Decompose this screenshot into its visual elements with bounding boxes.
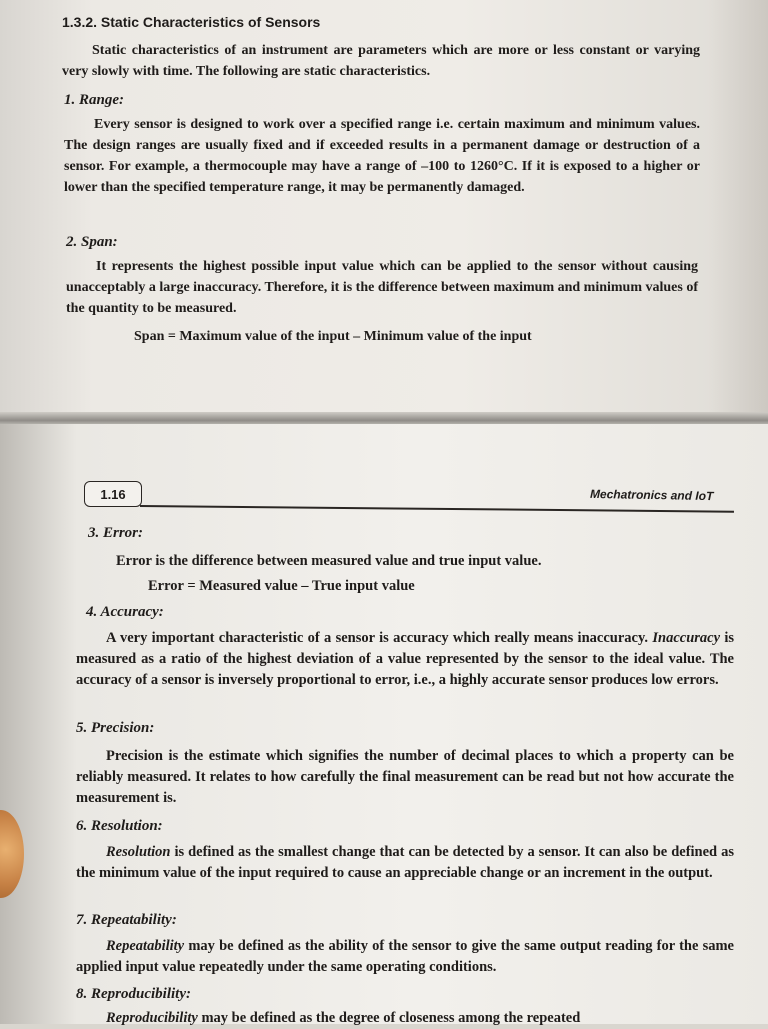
section-title: 1.3.2. Static Characteristics of Sensors xyxy=(62,14,321,30)
reproducibility-text: may be defined as the degree of closeness among the repeated xyxy=(197,1010,581,1026)
reproducibility-term: Reproducibility xyxy=(106,1010,198,1026)
accuracy-paragraph xyxy=(76,628,734,691)
page-number: 1.16 xyxy=(100,486,126,502)
error-formula: Error = Measured value – True input value xyxy=(148,578,415,594)
resolution-heading: 6. Resolution: xyxy=(76,818,163,834)
repeatability-paragraph xyxy=(76,936,734,978)
span-formula: Span = Maximum value of the input – Minimum value of the input xyxy=(134,329,532,344)
range-heading: 1. Range: xyxy=(64,92,124,108)
error-paragraph: Error is the difference between measured value and true input value. xyxy=(116,553,542,569)
resolution-term: Resolution xyxy=(106,844,171,860)
span-paragraph: It represents the highest possible input value which can be applied to the sensor without causing unacceptably a large inaccuracy. Therefore, it is the difference between maximum and minimum values of the quantity to be measured. xyxy=(66,259,699,316)
repeatability-heading: 7. Repeatability: xyxy=(76,912,177,928)
span-heading: 2. Span: xyxy=(66,234,118,250)
accuracy-text-1: A very important characteristic of a sensor is accuracy which really means inaccuracy. xyxy=(106,630,649,646)
resolution-paragraph xyxy=(76,842,734,884)
page-shadow xyxy=(708,0,768,420)
error-heading: 3. Error: xyxy=(88,525,144,541)
resolution-text: is defined as the smallest change that can be detected by a sensor. It can also be defined as the minimum value of the input required to cause an appreciable change or an increment in the output. xyxy=(76,844,734,881)
accuracy-heading: 4. Accuracy: xyxy=(86,604,164,620)
precision-paragraph: Precision is the estimate which signifies the number of decimal places to which a property can be reliably measured. It relates to how carefully the final measurement can be read but not how accurate the measurement is. xyxy=(76,748,734,806)
repeatability-term: Repeatability xyxy=(106,938,185,954)
book-title: Mechatronics and IoT xyxy=(589,486,714,504)
reproducibility-paragraph xyxy=(76,1008,734,1029)
precision-heading: 5. Precision: xyxy=(76,720,155,736)
range-paragraph: Every sensor is designed to work over a specified range i.e. certain maximum and minimum values. The design ranges are usually fixed and if exceeded results in a permanent damage or destruction of a sensor. For example, a thermocouple may have a range of –100 to 1260°C. If it is exposed to a higher or lower than the specified temperature range, it may be permanently damaged. xyxy=(64,117,700,195)
intro-paragraph: Static characteristics of an instrument are parameters which are more or less constant or varying very slowly with time. The following are static characteristics. xyxy=(62,43,700,79)
reproducibility-heading: 8. Reproducibility: xyxy=(76,986,191,1002)
repeatability-text: may be defined as the ability of the sensor to give the same output reading for the same applied input value repeatedly under the same operating conditions. xyxy=(76,938,734,975)
accuracy-text-2: is measured as a ratio of the highest deviation of a value represented by the sensor to the ideal value. The accuracy of a sensor is inversely proportional to error, i.e., a highly accurate sensor produces low errors. xyxy=(76,630,735,688)
page-number-box xyxy=(84,481,142,507)
accuracy-term: Inaccuracy xyxy=(652,630,721,646)
